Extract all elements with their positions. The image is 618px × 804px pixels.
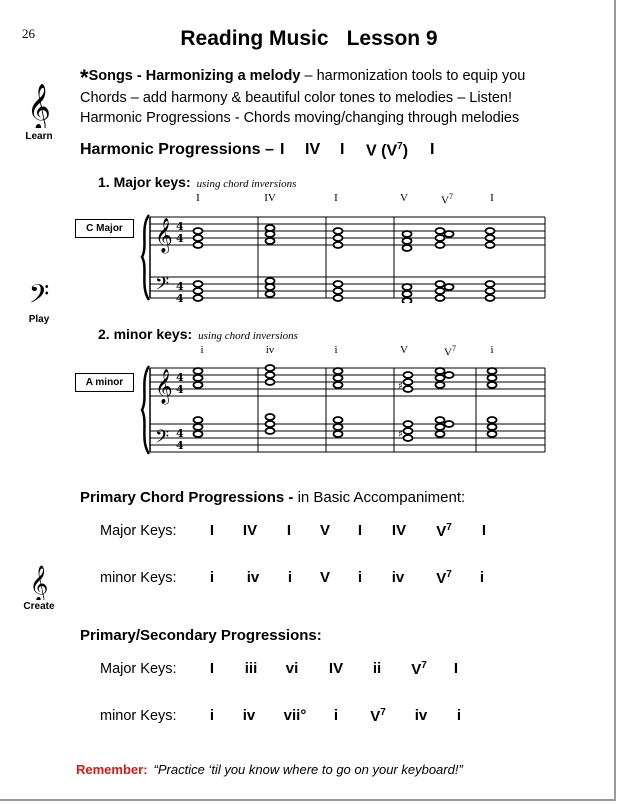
minor-grand-staff: [140, 358, 552, 458]
title-lesson: Lesson 9: [346, 27, 438, 50]
treble-clef-icon: [14, 74, 64, 133]
svg-text:4: 4: [176, 220, 184, 233]
harmonic-progressions-heading: [80, 141, 274, 159]
title-main: Reading Music: [180, 27, 329, 50]
chord: I: [209, 522, 215, 539]
chord: i: [287, 569, 293, 586]
intro-line-2: Chords – add harmony & beautiful color tones to melodies – Listen!: [80, 90, 513, 106]
songs-heading: Songs - Harmonizing a melody: [88, 68, 301, 84]
chord: I: [453, 660, 459, 677]
chord: I: [209, 660, 215, 677]
chord: IV: [328, 660, 344, 677]
chord: iv: [414, 707, 428, 724]
create-clef-icon: [14, 556, 64, 605]
secondary-progressions-heading: Primary/Secondary Progressions:: [80, 627, 322, 644]
svg-text:𝄞: 𝄞: [155, 218, 173, 253]
minor-keys-note: using chord inversions: [198, 330, 298, 342]
c-major-label: C Major: [75, 219, 134, 238]
songs-rest: – harmonization tools to equip you: [300, 68, 526, 84]
chord: i: [333, 707, 339, 724]
harmonic-item: I: [340, 141, 345, 158]
chord: vi: [285, 660, 299, 677]
harmonic-item: IV: [305, 141, 321, 158]
chord: i: [479, 569, 485, 586]
bass-clef-icon: [14, 278, 64, 317]
roman-label: I: [334, 192, 338, 204]
chord: iv: [391, 569, 405, 586]
roman-label: i: [334, 344, 338, 356]
chord-v7: $V^7$: [436, 569, 452, 587]
harmonic-item-v7: V $(V^7)$: [366, 141, 409, 160]
play-label: Play: [28, 314, 50, 325]
chord-v7: $V^7$: [370, 707, 386, 725]
intro-line-1: [80, 60, 526, 90]
svg-text:4: 4: [176, 371, 184, 384]
roman-label: iv: [265, 344, 275, 356]
svg-text:♯: ♯: [398, 429, 403, 440]
remember-text: “Practice ‘til you know where to go on your keyboard!”: [153, 762, 463, 777]
chord: IV: [391, 522, 407, 539]
intro-line-3: Harmonic Progressions - Chords moving/changing through melodies: [80, 110, 520, 126]
minor-keys-heading: 2. minor keys: using chord inversions: [98, 326, 298, 342]
svg-text:𝄢: 𝄢: [155, 427, 170, 452]
chord: i: [209, 569, 215, 586]
page-title: [0, 27, 618, 51]
major-grand-staff: [140, 207, 552, 303]
major-keys-note: using chord inversions: [196, 178, 297, 190]
chord: IV: [242, 522, 258, 539]
major-keys-heading: 1. Major keys: using chord inversions: [98, 174, 297, 190]
page-number: 26: [22, 26, 35, 41]
chord: iv: [246, 569, 260, 586]
svg-text:4: 4: [176, 280, 184, 293]
chord: iii: [244, 660, 258, 677]
chord: i: [357, 569, 363, 586]
secondary-minor-label: minor Keys:: [100, 708, 177, 724]
chord: V: [319, 522, 330, 539]
remember-label: Remember:: [76, 762, 148, 777]
svg-text:4: 4: [176, 427, 184, 440]
primary-progressions-heading: Primary Chord Progressions - in Basic Accompaniment:: [80, 489, 466, 506]
roman-label: V: [400, 344, 408, 356]
svg-text:4: 4: [176, 439, 184, 452]
roman-label: i: [200, 344, 204, 356]
chord: V: [319, 569, 330, 586]
chord: I: [357, 522, 363, 539]
chord-v7: $V^7$: [411, 660, 427, 678]
remember-line: [76, 762, 463, 777]
roman-label: IV: [264, 192, 276, 204]
svg-text:♯: ♯: [398, 381, 403, 392]
star-icon: *: [80, 65, 89, 90]
secondary-major-label: Major Keys:: [100, 661, 177, 677]
create-label: Create: [23, 601, 55, 612]
chord: ii: [372, 660, 382, 677]
svg-text:𝄞: 𝄞: [155, 369, 173, 404]
primary-minor-label: minor Keys:: [100, 570, 177, 586]
roman-label-v7: $V^7$: [444, 344, 456, 359]
svg-text:𝄢: 𝄢: [155, 274, 170, 299]
chord: vii°: [283, 707, 307, 724]
roman-label: I: [196, 192, 200, 204]
svg-text:4: 4: [176, 232, 184, 245]
svg-text:𝄞: 𝄞: [27, 84, 51, 128]
svg-text:𝄞: 𝄞: [29, 564, 49, 600]
chord: i: [209, 707, 215, 724]
harmonic-item: I: [430, 141, 435, 158]
svg-text:𝄢: 𝄢: [28, 278, 50, 312]
a-minor-label: A minor: [75, 373, 134, 392]
svg-text:4: 4: [176, 383, 184, 396]
chord: i: [456, 707, 462, 724]
svg-text:4: 4: [176, 292, 184, 303]
roman-label: V: [400, 192, 408, 204]
chord-v7: $V^7$: [436, 522, 452, 540]
roman-label-v7: $V^7$: [441, 192, 453, 207]
chord: I: [481, 522, 487, 539]
harmonic-item: I: [280, 141, 285, 158]
harmonic-heading-text: Harmonic Progressions –: [80, 141, 274, 158]
chord: I: [286, 522, 292, 539]
primary-major-label: Major Keys:: [100, 523, 177, 539]
chord: iv: [242, 707, 256, 724]
roman-label: i: [490, 344, 494, 356]
learn-label: Learn: [25, 131, 53, 142]
roman-label: I: [490, 192, 494, 204]
